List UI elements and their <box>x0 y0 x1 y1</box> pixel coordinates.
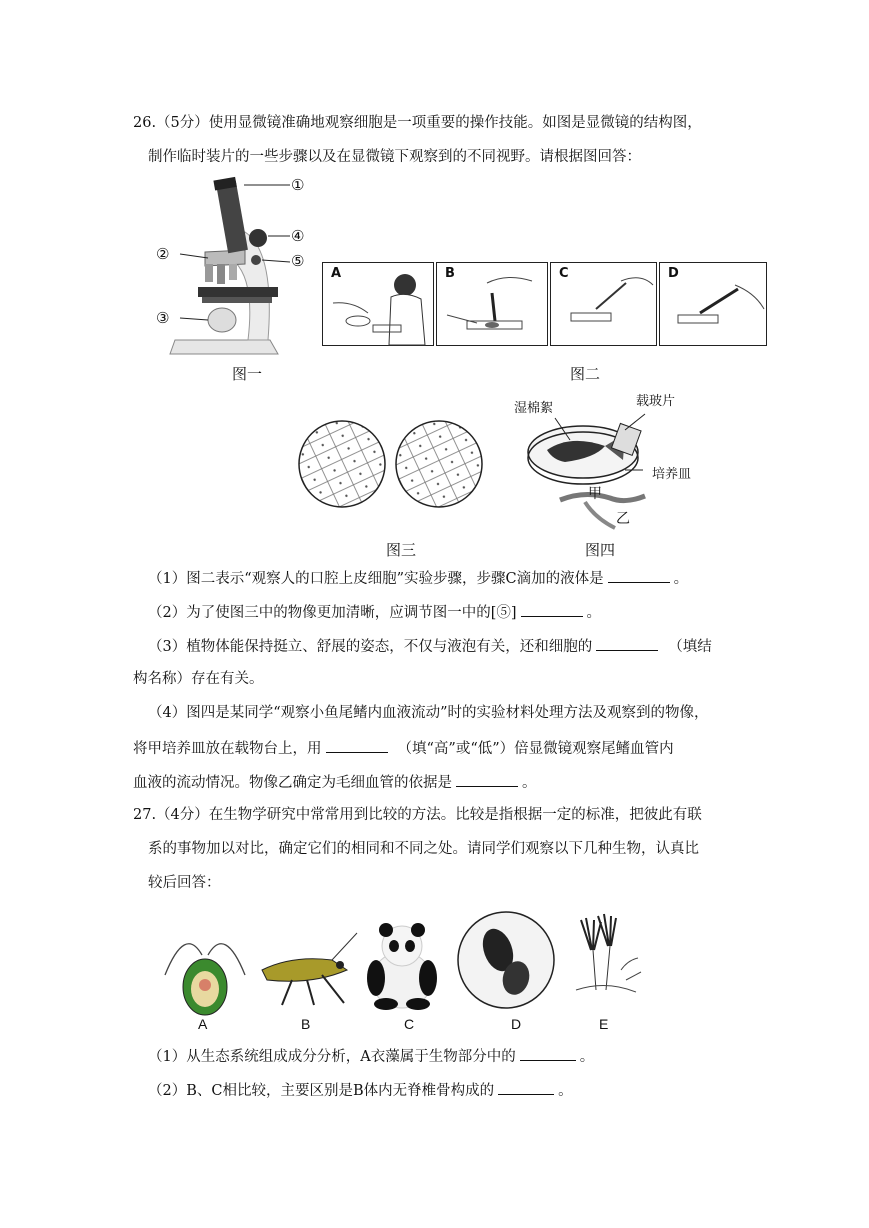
fig2-panel-c-label: C <box>559 266 569 281</box>
q27-line3: 较后回答： <box>148 875 221 891</box>
fig3-cell-views <box>298 418 488 518</box>
organism-a-chlamydomonas <box>160 915 250 1015</box>
q26-sub4-line3: 血液的流动情况。物像乙确定为毛细血管的依据是 。 <box>133 771 537 793</box>
organism-label-a: A <box>198 1016 208 1032</box>
organism-e-fern <box>566 910 646 1005</box>
q26-sub3: （3）植物体能保持挺立、舒展的姿态，不仅与液泡有关，还和细胞的 （填结 <box>148 635 712 657</box>
answer-blank[interactable] <box>596 635 658 651</box>
fig1-marker-1: ① <box>291 176 305 194</box>
fig2-panel-b-label: B <box>445 266 455 281</box>
fig4-label-yi: 乙 <box>616 510 630 526</box>
fig1-marker-2: ② <box>156 245 170 263</box>
fig1-marker-4: ④ <box>291 227 305 245</box>
fig3-caption: 图三 <box>386 541 417 559</box>
organism-label-d: D <box>511 1016 522 1032</box>
answer-blank[interactable] <box>521 601 583 617</box>
answer-blank[interactable] <box>608 567 670 583</box>
answer-blank[interactable] <box>520 1045 576 1061</box>
organism-label-e: E <box>599 1016 609 1032</box>
microscope-figure <box>150 172 320 382</box>
fig2-caption: 图二 <box>570 365 601 383</box>
fig1-caption: 图一 <box>232 365 263 383</box>
fig4-caption: 图四 <box>585 541 616 559</box>
answer-blank[interactable] <box>498 1079 554 1095</box>
q26-sub4-line2: 将甲培养皿放在载物台上，用 （填“高”或“低”）倍显微镜观察尾鳍血管内 <box>133 737 674 759</box>
q27-line2: 系的事物加以对比，确定它们的相同和不同之处。请同学们观察以下几种生物，认真比 <box>148 841 699 857</box>
fig4-label-slide: 载玻片 <box>636 393 676 408</box>
q26-sub1: （1）图二表示“观察人的口腔上皮细胞”实验步骤，步骤C滴加的液体是 。 <box>148 567 688 589</box>
fig2-panel-c <box>550 262 657 346</box>
organism-label-c: C <box>404 1016 415 1032</box>
fig2-panel-a-label: A <box>331 266 342 281</box>
fig2-panel-d-label: D <box>668 266 679 281</box>
q26-line1: 26.（5分）使用显微镜准确地观察细胞是一项重要的操作技能。如图是显微镜的结构图， <box>133 115 702 131</box>
fig4-label-cotton: 湿棉絮 <box>514 400 554 415</box>
q27-line1: 27.（4分）在生物学研究中常常用到比较的方法。比较是指根据一定的标准，把彼此有联 <box>133 807 702 823</box>
q27-sub1: （1）从生态系统组成成分分析，A衣藻属于生物部分中的 。 <box>148 1045 594 1067</box>
fig4-label-dish: 培养皿 <box>652 466 692 481</box>
q26-line2: 制作临时装片的一些步骤以及在显微镜下观察到的不同视野。请根据图回答： <box>148 149 641 165</box>
fig2-panel-d <box>659 262 767 346</box>
fig1-marker-3: ③ <box>156 309 170 327</box>
q27-sub2: （2）B、C相比较，主要区别是B体内无脊椎骨构成的 。 <box>148 1079 573 1101</box>
fig4-label-jia: 甲 <box>588 485 602 501</box>
fig2-panel-b <box>436 262 548 346</box>
fig1-marker-5: ⑤ <box>291 252 305 270</box>
q26-sub3-line2: 构名称）存在有关。 <box>133 671 264 687</box>
answer-blank[interactable] <box>456 771 518 787</box>
q26-sub4-line1: （4）图四是某同学“观察小鱼尾鳍内血液流动”时的实验材料处理方法及观察到的物像， <box>148 705 709 721</box>
answer-blank[interactable] <box>326 737 388 753</box>
fig2-panel-a <box>322 262 434 346</box>
organism-label-b: B <box>301 1016 311 1032</box>
organism-b-grasshopper <box>252 925 362 1010</box>
q26-sub2: （2）为了使图三中的物像更加清晰，应调节图一中的[⑤] 。 <box>148 601 601 623</box>
organism-c-panda <box>360 918 445 1010</box>
organism-d-bacteria <box>456 910 556 1010</box>
